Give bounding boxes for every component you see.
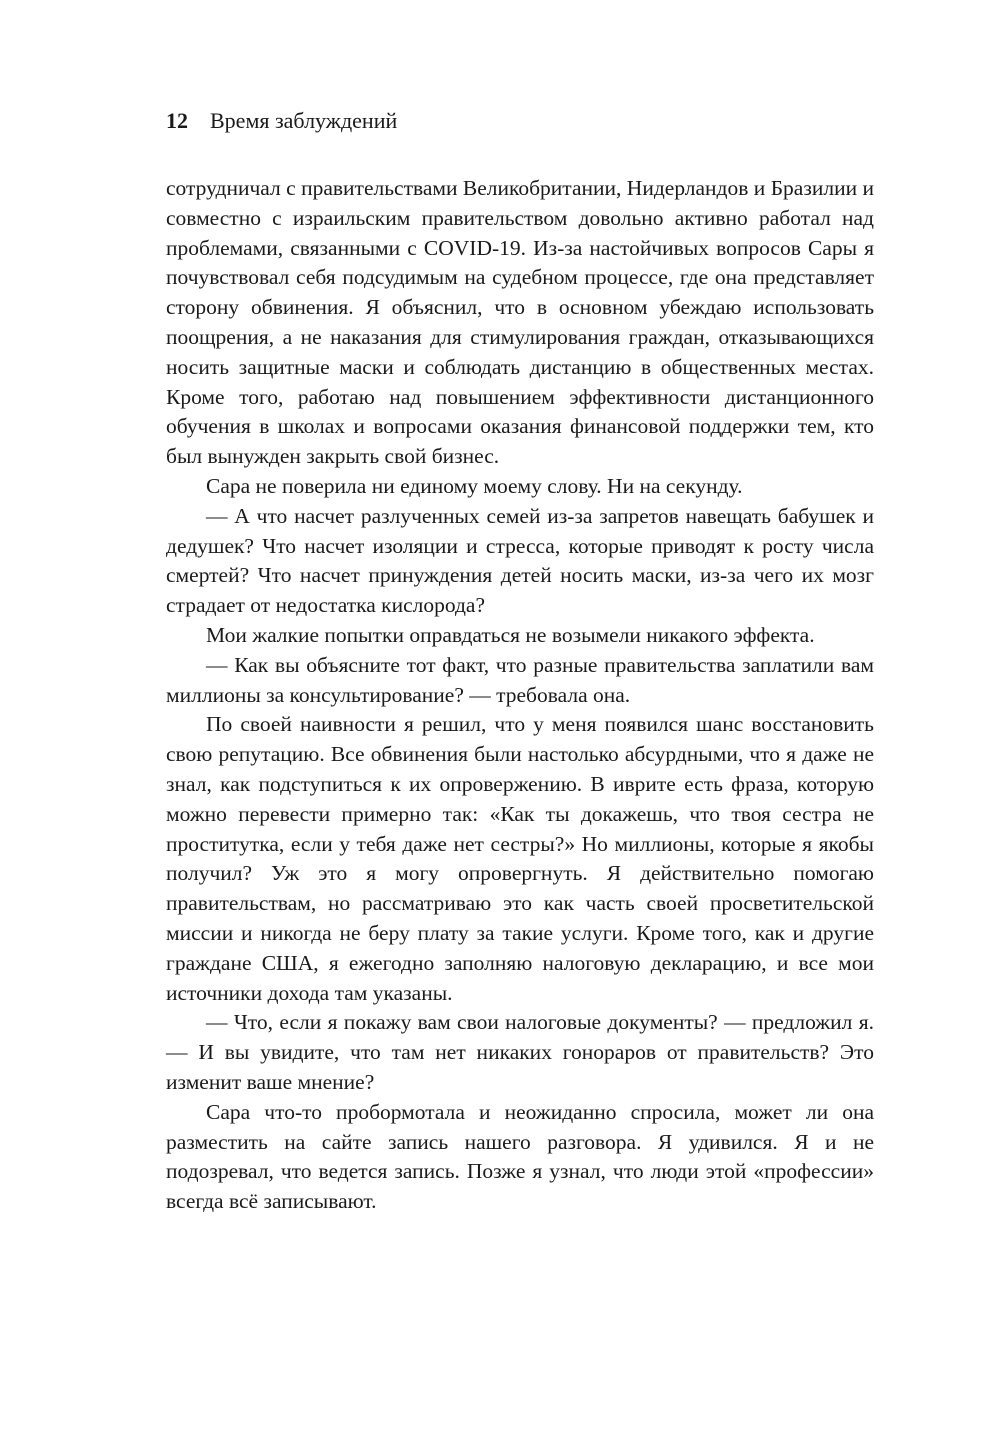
paragraph-3: — А что насчет разлученных семей из-за запретов навещать бабушек и дедушек? Что насчет изоляции и стресса, которые приводят к росту числа смертей? Что насчет принуждения детей носить маски, из-за чего их мозг страдает от недостатка кислорода? — [166, 503, 874, 618]
book-page — [166, 106, 874, 1217]
paragraph-6: По своей наивности я решил, что у меня появился шанс восстановить свою репутацию. Все обвинения были настолько абсурдными, что я даже не знал, как подступиться к их опровержению. В иврите есть фраза, которую можно перевести примерно так: «Как ты докажешь, что твоя сестра не проститутка, если у тебя даже нет сестры?» Но миллионы, которые я якобы получил? Уж это я могу опровергнуть. Я действительно помогаю правительствам, но рассматриваю это как часть своей просветительской миссии и никогда не беру плату за такие услуги. Кроме того, как и другие граждане США, я ежегодно заполняю налоговую декларацию, и все мои источники дохода там указаны. — [166, 712, 874, 1005]
running-head — [166, 106, 874, 136]
body-text — [166, 174, 874, 1217]
paragraph-2: Сара не поверила ни единому моему слову. Ни на секунду. — [206, 473, 743, 498]
paragraph-4: Мои жалкие попытки оправдаться не возымели никакого эффекта. — [206, 622, 815, 647]
paragraph-7: — Что, если я покажу вам свои налоговые документы? — предложил я. — И вы увидите, что там нет никаких гонораров от правительств? Это изменит ваше мнение? — [166, 1010, 874, 1094]
chapter-title: Время заблуждений — [210, 108, 398, 133]
paragraph-8: Сара что-то пробормотала и неожиданно спросила, может ли она разместить на сайте запись нашего разговора. Я удивился. Я и не подозревал, что ведется запись. Позже я узнал, что люди этой «профессии» всегда всё записывают. — [166, 1099, 874, 1214]
page-number: 12 — [166, 108, 188, 133]
paragraph-1: сотрудничал с правительствами Великобритании, Нидерландов и Бразилии и совместно с израильским правительством довольно активно работал над проблемами, связанными с COVID-19. Из-за настойчивых вопросов Сары я почувствовал себя подсудимым на судебном процессе, где она представляет сторону обвинения. Я объяснил, что в основном убеждаю использовать поощрения, а не наказания для стимулирования граждан, отказывающихся носить защитные маски и соблюдать дистанцию в общественных местах. Кроме того, работаю над повышением эффективности дистанционного обучения в школах и вопросами оказания финансовой поддержки тем, кто был вынужден закрыть свой бизнес. — [166, 176, 874, 469]
paragraph-5: — Как вы объясните тот факт, что разные правительства заплатили вам миллионы за консультирование? — требовала она. — [166, 652, 874, 707]
